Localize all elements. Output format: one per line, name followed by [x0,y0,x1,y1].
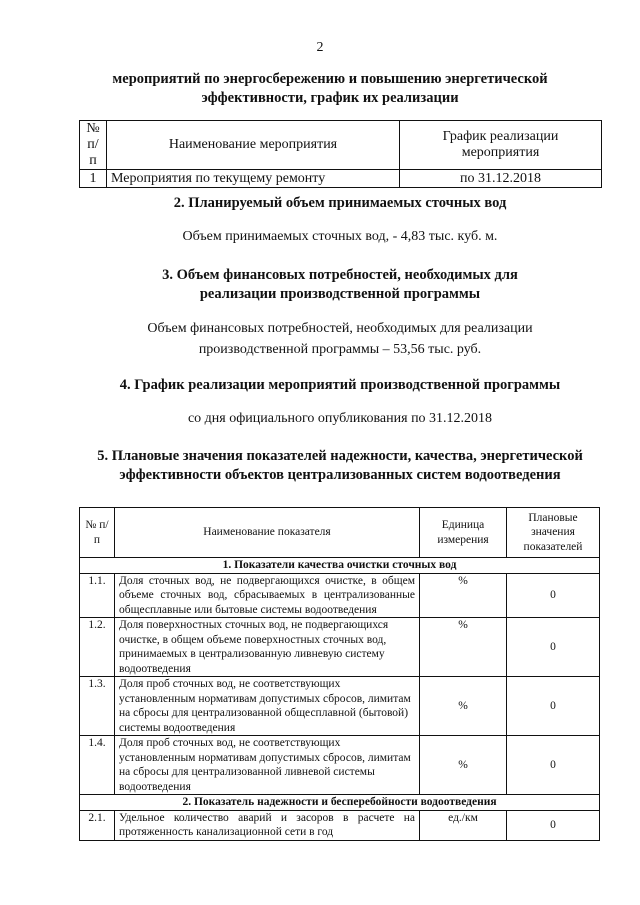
row-indicator-name: Доля проб сточных вод, не соответствующих установленным нормативам допустимых сбросов, лимитам на сбросы для централизованной общесплавной (бытовой) системы водоотведения [115,677,420,736]
table-row [80,810,600,840]
indicators-table [79,507,600,841]
section-3-heading-line-1: 3. Объем финансовых потребностей, необходимых для [162,267,518,283]
section-4-heading: 4. График реализации мероприятий производственной программы [119,377,561,393]
section-3-heading-line-2: реализации производственной программы [199,286,481,302]
row-num: 1.2. [80,618,115,677]
row-schedule: по 31.12.2018 [400,170,602,188]
header-unit: Единица измерения [420,508,507,558]
row-indicator-name: Удельное количество аварий и засоров в расчете на протяженность канализационной сети в год [115,810,420,840]
header-num: № п/п [80,508,115,558]
section-3-text [0,318,640,360]
section-5-heading [0,447,640,485]
row-indicator-name: Доля сточных вод, не подвергающихся очистке, в общем объеме сточных вод, сбрасываемых в централизованные общесплавные или бытовые системы водоотведения [115,573,420,618]
table-header-row [80,508,600,558]
header-indicator-name: Наименование показателя [115,508,420,558]
table-header-row [80,121,602,170]
title-line-2: эффективности, график их реализации [201,90,459,106]
header-measure-name: Наименование мероприятия [107,121,400,170]
section-3-text-line-2: производственной программы – 53,56 тыс. руб. [198,342,482,357]
row-value: 0 [507,573,600,618]
row-num: 1.3. [80,677,115,736]
table-row [80,573,600,618]
group-2-title: 2. Показатель надежности и бесперебойности водоотведения [80,795,600,811]
row-indicator-name: Доля поверхностных сточных вод, не подвергающихся очистке, в общем объеме поверхностных сточных вод, принимаемых в централизованную ливневую систему водоотведения [115,618,420,677]
section-3-heading [0,266,640,304]
group-row [80,795,600,811]
row-value: 0 [507,618,600,677]
section-2-heading: 2. Планируемый объем принимаемых сточных вод [173,195,507,211]
header-schedule: График реализации мероприятия [400,121,602,170]
section-5-heading-line-1: 5. Плановые значения показателей надежности, качества, энергетической [97,448,583,464]
measures-table [79,120,602,188]
row-unit: % [420,677,507,736]
group-row [80,558,600,574]
row-num: 1 [80,170,107,188]
row-num: 1.4. [80,736,115,795]
section-3-text-line-1: Объем финансовых потребностей, необходимых для реализации [147,321,533,336]
row-value: 0 [507,736,600,795]
group-1-title: 1. Показатели качества очистки сточных вод [80,558,600,574]
row-indicator-name: Доля проб сточных вод, не соответствующих установленным нормативам допустимых сбросов, лимитам на сбросы для централизованной ливневой системы водоотведения [115,736,420,795]
table-row [80,736,600,795]
row-value: 0 [507,677,600,736]
row-measure-name: Мероприятия по текущему ремонту [107,170,400,188]
row-num: 2.1. [80,810,115,840]
title-line-1: мероприятий по энергосбережению и повышению энергетической [112,71,548,87]
row-num: 1.1. [80,573,115,618]
table-row [80,618,600,677]
section-2-text: Объем принимаемых сточных вод, - 4,83 тыс. куб. м. [182,229,498,244]
header-planned-values: Плановые значения показателей [507,508,600,558]
table-row [80,170,602,188]
section-5-heading-line-2: эффективности объектов централизованных систем водоотведения [119,467,561,483]
row-unit: % [420,736,507,795]
header-num: № п/п [80,121,107,170]
row-unit: % [420,573,507,618]
document-title [0,70,640,108]
table-row [80,677,600,736]
page-number: 2 [316,40,324,55]
section-4-text: со дня официального опубликования по 31.12.2018 [187,411,493,426]
row-unit: % [420,618,507,677]
row-value: 0 [507,810,600,840]
row-unit: ед./км [420,810,507,840]
